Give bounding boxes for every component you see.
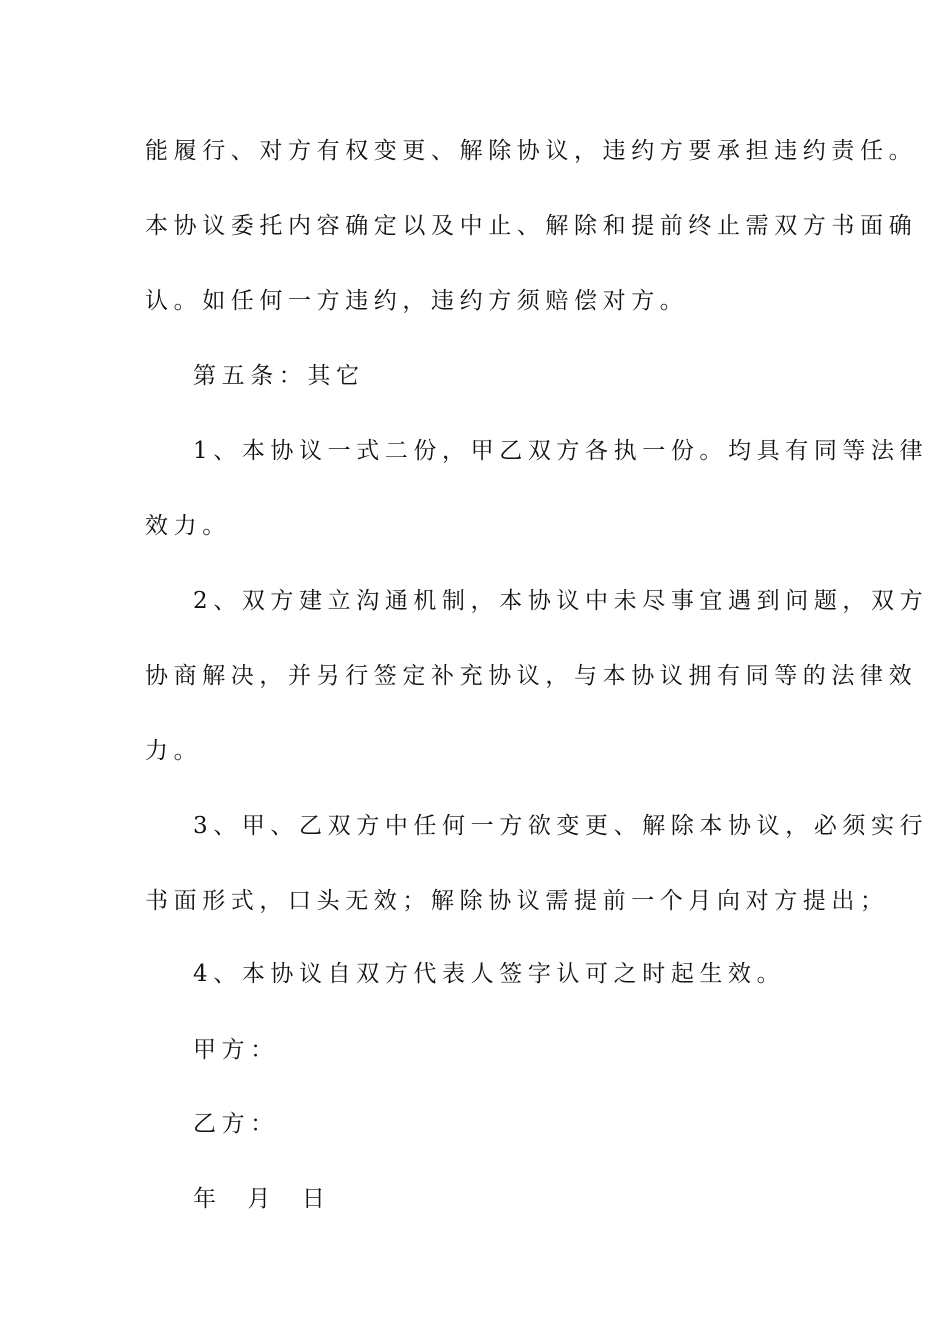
text-line: 力。 — [145, 738, 203, 764]
text-line: 书面形式，口头无效；解除协议需提前一个月向对方提出； — [145, 888, 889, 914]
section-heading: 第五条：其它 — [193, 363, 365, 389]
party-a-label: 甲方： — [193, 1037, 279, 1063]
text-line: 本协议委托内容确定以及中止、解除和提前终止需双方书面确 — [145, 213, 918, 239]
clause-line: 4、本协议自双方代表人签字认可之时起生效。 — [193, 961, 786, 987]
date-line: 年 月 日 — [193, 1186, 331, 1212]
clause-line: 2、双方建立沟通机制，本协议中未尽事宜遇到问题，双方 — [193, 588, 929, 614]
text-line: 能履行、对方有权变更、解除协议，违约方要承担违约责任。 — [145, 138, 918, 164]
clause-line: 3、甲、乙双方中任何一方欲变更、解除本协议，必须实行 — [193, 813, 929, 839]
text-line: 认。如任何一方违约，违约方须赔偿对方。 — [145, 288, 689, 314]
clause-line: 1、本协议一式二份，甲乙双方各执一份。均具有同等法律 — [193, 438, 929, 464]
party-b-label: 乙方： — [193, 1111, 279, 1137]
text-line: 效力。 — [145, 513, 231, 539]
text-line: 协商解决，并另行签定补充协议，与本协议拥有同等的法律效 — [145, 663, 918, 689]
